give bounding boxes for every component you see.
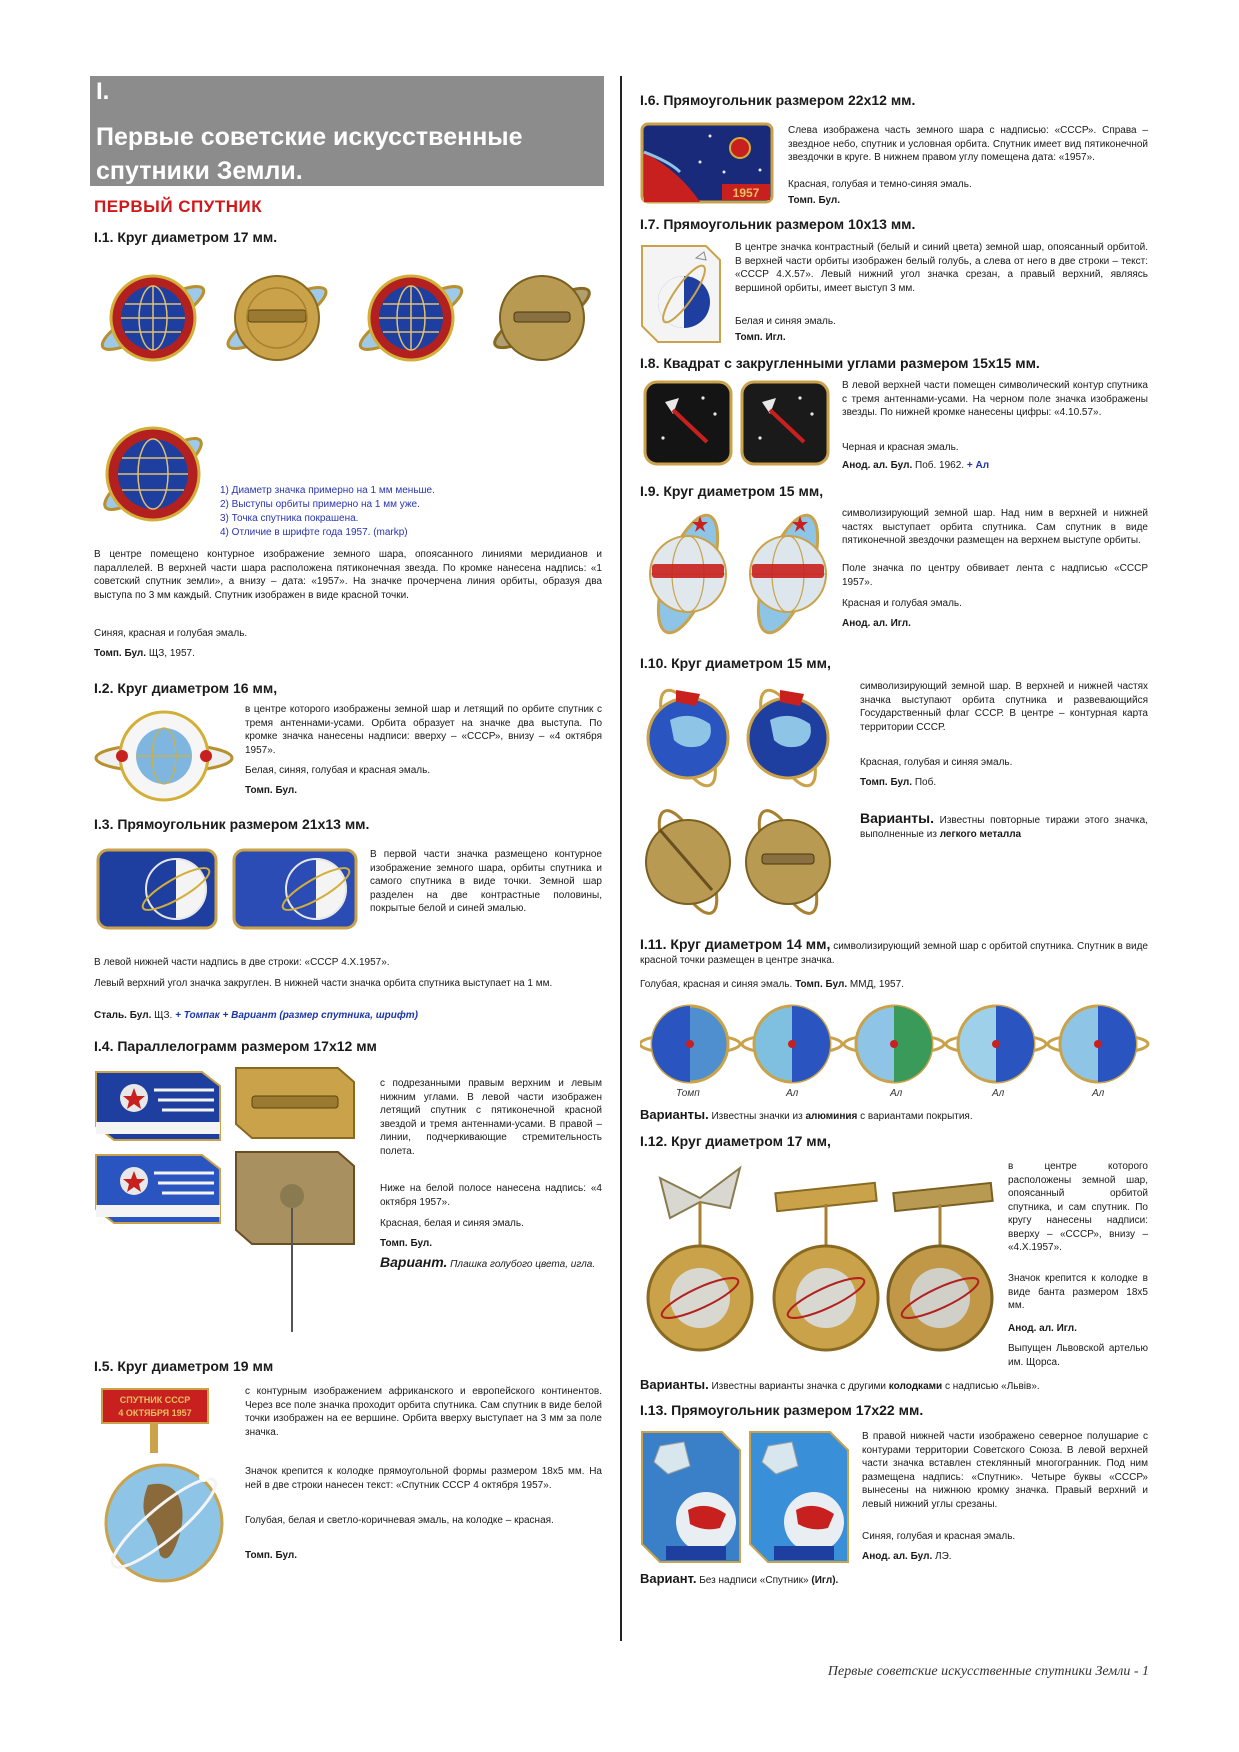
heading-i13: I.13. Прямоугольник размером 17х22 мм. (640, 1402, 924, 1418)
material-i2-bold: Томп. Бул. (245, 785, 298, 796)
material-i10 (860, 776, 1148, 790)
variant-i11-label: Варианты. (640, 1107, 709, 1122)
material-i9 (842, 617, 1148, 631)
badge-i13-1 (640, 1430, 742, 1564)
desc-i8: В левой верхней части помещен символический контур спутника с тремя антеннами-усами. На черном поле значка изображены звезды. По нижней кромке нанесены цифры: «4.10.57». (842, 380, 1148, 418)
maker-i10: Поб. (912, 777, 937, 788)
enamel-i4: Красная, белая и синяя эмаль. (380, 1218, 524, 1229)
material-i6 (788, 194, 1148, 208)
desc-i1: В центре помещено контурное изображение земного шара, опоясанного линиями меридианов и параллелей. В верхней части шара расположена пятиконечная звезда. По кромке нанесена надпись: «1 советский спутник земли», а внизу – дата: «1957». На значке прочерчена линия орбиты, образуя два выступа по 3 мм каждый. Спутник изображен в виде красной точки. (94, 549, 602, 601)
variant-i3: + Томпак + Вариант (размер спутника, шрифт) (175, 1010, 418, 1021)
heading-i5: I.5. Круг диаметром 19 мм (94, 1358, 274, 1374)
notes-i1 (220, 484, 435, 540)
badge-i8-1 (643, 380, 733, 466)
variant-i12 (640, 1378, 1148, 1394)
enamel-i6: Красная, голубая и темно-синяя эмаль. (788, 179, 972, 190)
desc-i12-mount: Значок крепится к колодке в виде банта размером 18х5 мм. (1008, 1273, 1148, 1311)
desc-i9: символизирующий земной шар. Над ним в верхней и нижней частях выступает орбита спутника. Сам спутник в виде пятиконечной звездочки размещен на верхнем выступе орбиты. (842, 508, 1148, 546)
desc-i2: в центре которого изображены земной шар и летящий по орбите спутник с тремя антеннами-усами. Орбита образует на значке два выступа. По кромке значка нанесены надписи: вверху – «СССР», внизу – «4 октября 1957». (245, 704, 602, 756)
variant-i10 (860, 812, 1148, 841)
badge-i5-plaque-line1: СПУТНИК СССР (119, 1395, 191, 1405)
badge-i10-2 (740, 680, 836, 792)
material-i6-bold: Томп. Бул. (788, 195, 841, 206)
heading-i9: I.9. Круг диаметром 15 мм, (640, 483, 824, 499)
badge-i3-2 (232, 848, 358, 930)
material-i8-bold: Анод. ал. Бул. (842, 460, 913, 471)
enamel-i2: Белая, синяя, голубая и красная эмаль. (245, 765, 431, 776)
enamel-i10: Красная, голубая и синяя эмаль. (860, 757, 1013, 768)
badge-i13-2 (748, 1430, 850, 1564)
variant-i11-bold: алюминия (805, 1111, 858, 1122)
badge-i1-variant (92, 408, 214, 540)
badge-i3-1 (96, 848, 218, 930)
badge-i4-back (232, 1064, 358, 1142)
badge-i5-plaque-line2: 4 ОКТЯБРЯ 1957 (118, 1408, 192, 1418)
badge-i4-2 (94, 1153, 222, 1225)
badge-i8-2 (740, 380, 830, 466)
badge-i1-front-1 (92, 262, 214, 374)
material-i2 (245, 784, 602, 798)
material-i12 (1008, 1322, 1148, 1336)
material-i4 (380, 1237, 602, 1251)
caption-i11-1: Томп (676, 1088, 700, 1099)
maker-i8: Поб. 1962. (912, 460, 967, 471)
material-i7-bold: Томп. Игл. (735, 332, 786, 343)
badge-i2 (94, 704, 234, 808)
variant-i10-text: Известны повторные тиражи этого значка, выполненные из (860, 815, 1148, 840)
variant-i11 (640, 1108, 1148, 1124)
material-i10-bold: Томп. Бул. (860, 777, 913, 788)
material-i13-bold: Анод. ал. Бул. (862, 1551, 933, 1562)
variant-i13-label: Вариант. (640, 1571, 697, 1586)
desc-i6: Слева изображена часть земного шара с надписью: «СССР». Справа – звездное небо, спутник и условная орбита. Спутник имеет вид пятиконечной звездочки в круге. В нижнем правом углу помещена дата: «1957». (788, 125, 1148, 163)
desc-i5: с контурным изображением африканского и европейского континентов. Через все поле значка проходит орбита спутника. Сам спутник в виде белой точки изображен на ее вершине. Орбита вверху выступает на 3 мм за поле значка. (245, 1386, 602, 1438)
badge-i11-3 (844, 1006, 944, 1082)
heading-i12: I.12. Круг диаметром 17 мм, (640, 1133, 831, 1149)
material-i8 (842, 459, 1148, 473)
material-i7 (735, 331, 1148, 345)
heading-i10: I.10. Круг диаметром 15 мм, (640, 655, 831, 671)
desc-i4: с подрезанными правым верхним и левым нижним углами. В левой части изображен летящий спутник с пятиконечной красной звездой и тремя антеннами-усами. В правой – линии, подчеркивающие стремительность полета. (380, 1078, 602, 1157)
heading-i2: I.2. Круг диаметром 16 мм, (94, 680, 278, 696)
badge-i10-back-2 (740, 800, 836, 922)
maker-i3: ЩЗ. (151, 1010, 176, 1021)
variant-i4-label: Вариант. (380, 1254, 448, 1270)
badge-i6 (640, 122, 774, 204)
material-i1-bold: Томп. Бул. (94, 648, 147, 659)
heading-i11-line (640, 938, 1148, 967)
heading-i11: I.11. Круг диаметром 14 мм, (640, 936, 831, 952)
badge-i10-back-1 (640, 800, 736, 922)
badge-i11-1 (640, 1006, 740, 1082)
badge-i7 (640, 244, 722, 344)
enamel-i5: Голубая, белая и светло-коричневая эмаль, на колодке – красная. (245, 1515, 554, 1526)
badge-i11-4 (946, 1006, 1046, 1082)
desc-i7: В центре значка контрастный (белый и синий цвета) земной шар, опоясанный орбитой. В верхней части орбиты изображен белый голубь, а слева от него в две строки – текст: «СССР 4.Х.57». Левый нижний угол значка срезан, а правый верхний, являясь вершиной орбиты, имеет выступ 3 мм. (735, 242, 1148, 294)
badge-i12-2 (774, 1183, 878, 1350)
variant-i4 (380, 1256, 602, 1272)
variant-i12-label: Варианты. (640, 1377, 709, 1392)
badge-i11-2 (742, 1006, 842, 1082)
badge-i1-back-2 (486, 262, 598, 374)
variant-i11-tail: с вариантами покрытия. (857, 1111, 973, 1122)
desc-i9-ribbon: Поле значка по центру обвивает лента с надписью «СССР 1957». (842, 563, 1148, 588)
section-number: I. (96, 78, 110, 105)
heading-i7: I.7. Прямоугольник размером 10х13 мм. (640, 216, 916, 232)
material-i5 (245, 1549, 602, 1563)
heading-i4: I.4. Параллелограмм размером 17х12 мм (94, 1038, 377, 1054)
badge-i1-back-1 (218, 262, 336, 374)
variant-i12-text: Известны варианты значка с другими (708, 1381, 889, 1392)
material-i3 (94, 1009, 602, 1023)
section-banner (90, 76, 604, 186)
enamel-i1: Синяя, красная и голубая эмаль. (94, 628, 248, 639)
material-i1 (94, 647, 602, 661)
note-4: 4) Отличие в шрифте года 1957. (markp) (220, 527, 408, 538)
badge-i9-1 (640, 508, 736, 640)
badge-i10-1 (640, 680, 736, 792)
material-i9-bold: Анод. ал. Игл. (842, 618, 911, 629)
desc-i5-plaque: Значок крепится к колодке прямоугольной формы размером 18х5 мм. На ней в две строки нанесен текст: «Спутник СССР 4 октября 1957». (245, 1466, 602, 1491)
maker-i1: ЩЗ, 1957. (146, 648, 195, 659)
material-i4-bold: Томп. Бул. (380, 1238, 433, 1249)
note-3: 3) Точка спутника покрашена. (220, 513, 359, 524)
desc-i4-date: Ниже на белой полосе нанесена надпись: «4 октября 1957». (380, 1183, 602, 1208)
heading-i3: I.3. Прямоугольник размером 21х13 мм. (94, 816, 370, 832)
variant-i12-tail: с надписью «Львів». (942, 1381, 1040, 1392)
variant-i8: + Ал (966, 460, 990, 471)
badge-i1-front-2 (350, 262, 472, 374)
desc-i11: символизирующий земной шар с орбитой спутника. Спутник в виде красной точки размещен в центре значка. (640, 941, 1148, 966)
variant-i13-bold: (Игл). (811, 1575, 839, 1586)
badge-i5 (98, 1385, 230, 1597)
column-divider (620, 76, 622, 1641)
badge-i12-row (640, 1158, 996, 1358)
page-footer: Первые советские искусственные спутники Земли - 1 (827, 1664, 1149, 1679)
enamel-i8: Черная и красная эмаль. (842, 442, 959, 453)
badge-i12-3 (888, 1183, 993, 1350)
maker-i11: ММД, 1957. (847, 979, 904, 990)
heading-i6: I.6. Прямоугольник размером 22х12 мм. (640, 92, 916, 108)
badge-i9-2 (740, 508, 836, 640)
desc-i3-inscription: В левой нижней части надпись в две строки: «СССР 4.Х.1957». (94, 957, 390, 968)
variant-i10-label: Варианты. (860, 810, 934, 826)
desc-i12-maker: Выпущен Львовской артелью им. Щорса. (1008, 1343, 1148, 1368)
variant-i13 (640, 1572, 1148, 1588)
variant-i13-text: Без надписи «Спутник» (696, 1575, 812, 1586)
note-1: 1) Диаметр значка примерно на 1 мм меньше. (220, 485, 435, 496)
badge-i4-pin-back (232, 1148, 358, 1334)
enamel-i7: Белая и синяя эмаль. (735, 316, 836, 327)
caption-i11-4: Ал (992, 1088, 1005, 1099)
enamel-i9: Красная и голубая эмаль. (842, 598, 962, 609)
desc-i3-corner: Левый верхний угол значка закруглен. В нижней части значка орбита спутника выступает на 1 мм. (94, 978, 553, 989)
note-2: 2) Выступы орбиты примерно на 1 мм уже. (220, 499, 420, 510)
badge-i11-5 (1048, 1006, 1148, 1082)
badge-i6-year: 1957 (732, 186, 760, 200)
maker-i13: ЛЭ. (932, 1551, 952, 1562)
material-i11-bold: Томп. Бул. (795, 979, 848, 990)
variant-i12-bold: колодками (888, 1381, 943, 1392)
material-i5-bold: Томп. Бул. (245, 1550, 298, 1561)
material-i13 (862, 1550, 1148, 1564)
variant-i11-text: Известны значки из (708, 1111, 806, 1122)
badge-i11-row (640, 998, 1150, 1090)
desc-i12: в центре которого расположены земной шар, опоясанный орбитой спутника, и сам спутник. По кругу нанесены надписи: вверху – «СССР», внизу – «4.Х.1957». (1008, 1161, 1148, 1253)
badge-i12-1 (648, 1168, 752, 1350)
material-i3-bold: Сталь. Бул. (94, 1010, 152, 1021)
caption-i11-5: Ал (1092, 1088, 1105, 1099)
caption-i11-3: Ал (890, 1088, 903, 1099)
enamel-i13: Синяя, голубая и красная эмаль. (862, 1531, 1016, 1542)
heading-i8: I.8. Квадрат с закругленными углами размером 15х15 мм. (640, 355, 1040, 371)
desc-i10: символизирующий земной шар. В верхней и нижней частях значка выступают орбита спутника и развевающийся Государственный флаг СССР. В центре – контурная карта территории СССР. (860, 681, 1148, 733)
caption-i11-2: Ал (786, 1088, 799, 1099)
material-i11 (640, 978, 1148, 992)
variant-i4-text: Плашка голубого цвета, игла. (447, 1259, 596, 1270)
heading-i1: I.1. Круг диаметром 17 мм. (94, 229, 278, 245)
desc-i13: В правой нижней части изображено северное полушарие с контурами территории Советского Союза. В левой верхней части значка вставлен стеклянный многогранник. Под ним размещена надпись: «Спутник». Четыре буквы «СССР» вынесены на нижнюю кромку значка. Правый верхний и левый нижний углы срезаны. (862, 1431, 1148, 1510)
section-title: Первые советские искусственные спутники Земли. (96, 123, 523, 185)
badge-i4-1 (94, 1070, 222, 1142)
enamel-i11: Голубая, красная и синяя эмаль. (640, 979, 796, 990)
desc-i3: В первой части значка размещено контурное изображение земного шара, орбиты спутника и самого спутника в виде точки. Земной шар разделен на две контрастные половины, покрытые белой и синей эмалью. (370, 849, 602, 914)
variant-i10-bold: легкого металла (939, 828, 1022, 840)
subsection-title: ПЕРВЫЙ СПУТНИК (94, 197, 263, 216)
material-i12-bold: Анод. ал. Игл. (1008, 1323, 1077, 1334)
